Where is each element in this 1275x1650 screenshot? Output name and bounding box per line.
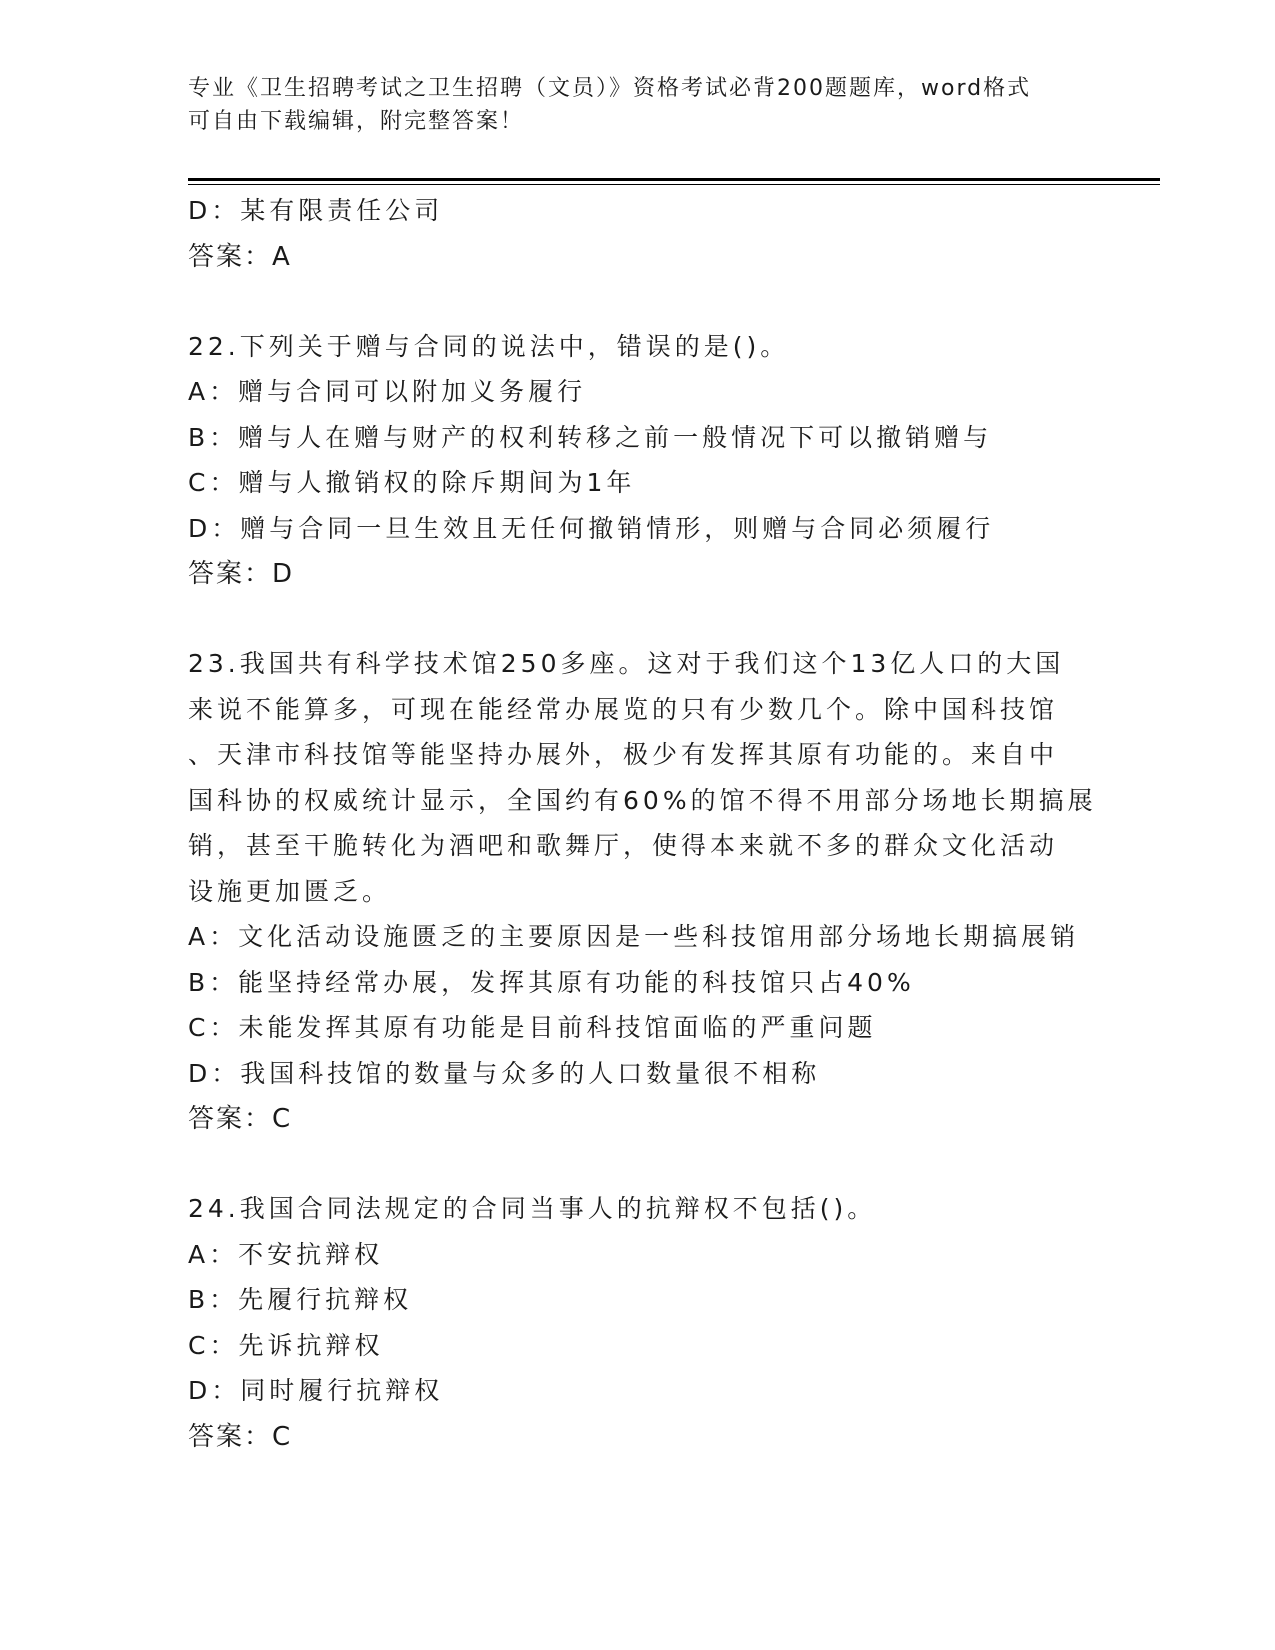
option-a: A：不安抗辩权 [188, 1239, 384, 1269]
question-stem-line: 来说不能算多，可现在能经常办展览的只有少数几个。除中国科技馆 [188, 694, 1059, 724]
option-d: D：赠与合同一旦生效且无任何撤销情形，则赠与合同必须履行 [188, 513, 995, 543]
question-stem-line: 设施更加匮乏。 [188, 876, 392, 906]
option-a: A：文化活动设施匮乏的主要原因是一些科技馆用部分场地长期搞展销 [188, 922, 1080, 951]
page-header [188, 72, 1088, 138]
answer: 答案：C [188, 1421, 293, 1452]
header-line-2: 可自由下载编辑，附完整答案！ [188, 109, 525, 134]
question-stem-line: 国科协的权威统计显示，全国约有60%的馆不得不用部分场地长期搞展 [188, 785, 1097, 815]
header-line-1: 专业《卫生招聘考试之卫生招聘（文员）》资格考试必背200题题库，word格式 [188, 76, 1032, 101]
header-rule-thin [188, 184, 1160, 185]
option-b: B：先履行抗辩权 [188, 1285, 413, 1314]
option-a: A：赠与合同可以附加义务履行 [188, 377, 587, 406]
option-d: D：某有限责任公司 [188, 196, 444, 225]
question-stem: 24.我国合同法规定的合同当事人的抗辩权不包括()。 [188, 1194, 877, 1223]
answer: 答案：D [188, 559, 295, 589]
question-stem-line: 销，甚至干脆转化为酒吧和歌舞厅，使得本来就不多的群众文化活动 [188, 831, 1059, 860]
option-c: C：先诉抗辩权 [188, 1330, 384, 1360]
answer: 答案：A [188, 241, 292, 272]
header-rule-thick [188, 178, 1160, 181]
option-c: C：赠与人撤销权的除斥期间为1年 [188, 468, 636, 497]
option-d: D：同时履行抗辩权 [188, 1376, 444, 1405]
option-b: B：赠与人在赠与财产的权利转移之前一般情况下可以撤销赠与 [188, 422, 993, 452]
question-stem-line: 、天津市科技馆等能坚持办展外，极少有发挥其原有功能的。来自中 [188, 740, 1059, 769]
question-stem-line: 23.我国共有科学技术馆250多座。这对于我们这个13亿人口的大国 [188, 649, 1065, 678]
question-22 [188, 324, 1088, 598]
question-stem: 22.下列关于赠与合同的说法中，错误的是()。 [188, 331, 790, 361]
previous-question-tail [188, 188, 1088, 280]
answer: 答案：C [188, 1104, 293, 1134]
question-23 [188, 641, 1097, 1142]
question-content [188, 188, 1097, 1460]
question-24 [188, 1186, 1088, 1460]
option-c: C：未能发挥其原有功能是目前科技馆面临的严重问题 [188, 1013, 877, 1042]
option-b: B：能坚持经常办展，发挥其原有功能的科技馆只占40% [188, 967, 915, 997]
option-d: D：我国科技馆的数量与众多的人口数量很不相称 [188, 1058, 821, 1088]
